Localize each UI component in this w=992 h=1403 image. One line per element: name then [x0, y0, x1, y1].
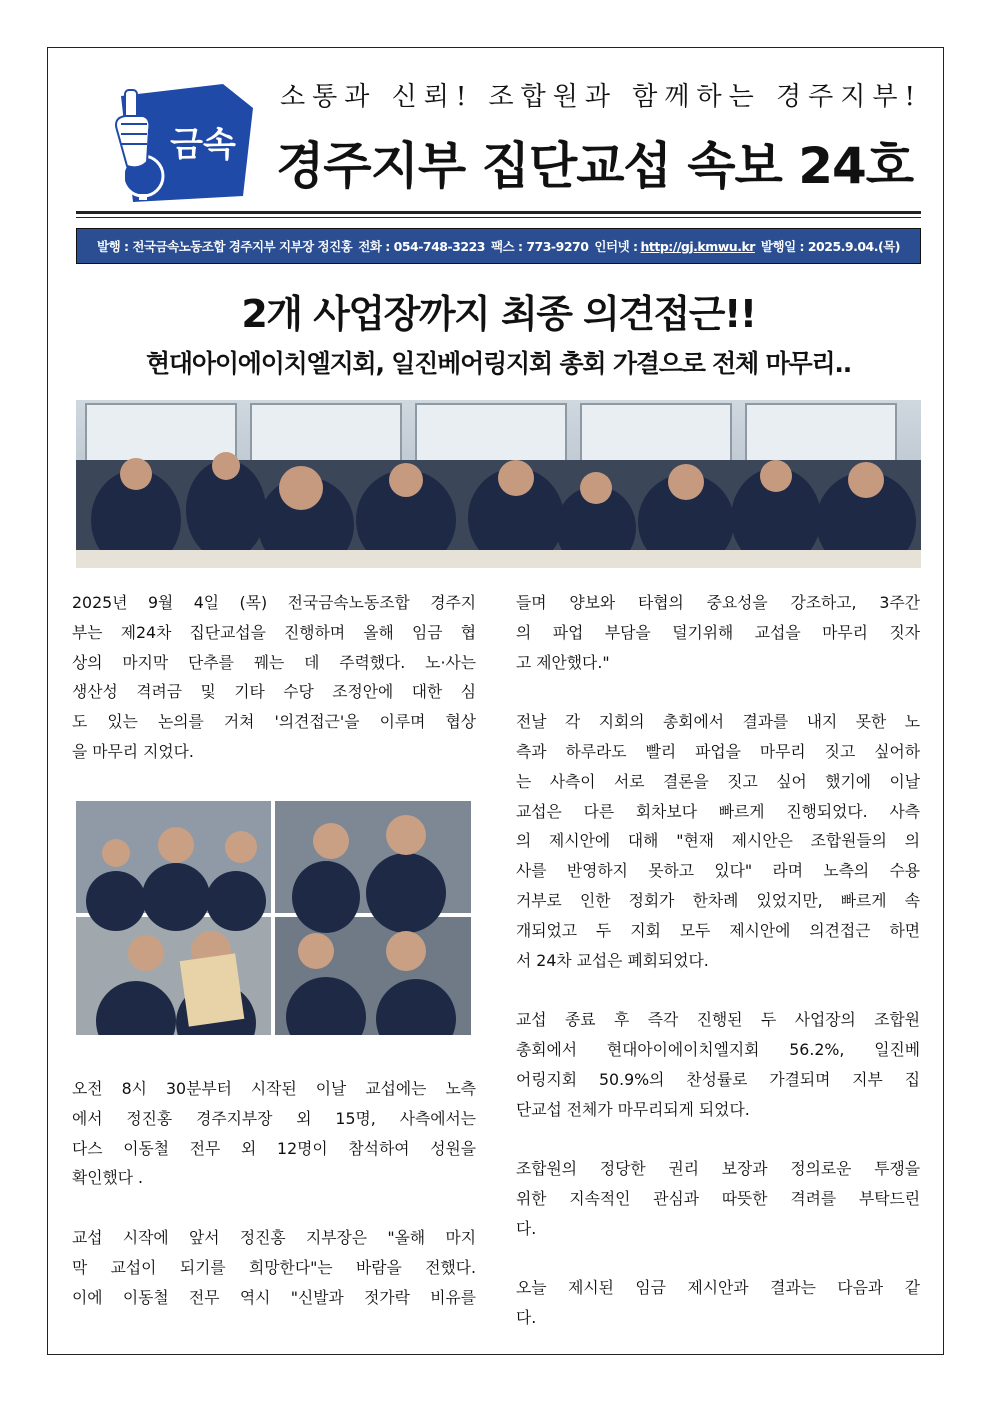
publisher-info-bar — [76, 228, 921, 264]
text-line: 위한 지속적인 관심과 따뜻한 격려를 부탁드린 — [516, 1188, 920, 1208]
text-line: 에서 정진홍 경주지부장 외 15명, 사측에서는 — [72, 1108, 476, 1128]
text-line: 개되었고 두 지회 모두 제시안에 의견접근 하면 — [516, 920, 920, 940]
meeting-photo-wide — [76, 400, 921, 568]
publisher-text: 발행 : 전국금속노동조합 경주지부 지부장 정진홍 — [97, 239, 353, 254]
text-line: 다. — [516, 1218, 537, 1238]
text-line: 확인했다 . — [72, 1168, 144, 1188]
text-line: 교섭 종료 후 즉각 진행된 두 사업장의 조합원 — [516, 1010, 920, 1030]
text-line: 측과 하루라도 빨리 파업을 마무리 짓고 싶어하 — [516, 741, 920, 761]
website-link[interactable]: http://gj.kmwu.kr — [640, 238, 755, 254]
text-line: 총회에서 현대아이에이치엘지회 56.2%, 일진베 — [516, 1039, 920, 1059]
text-line: 을 마무리 지었다. — [72, 741, 194, 761]
paragraph-2 — [72, 1074, 476, 1193]
subheadline: 현대아이에이치엘지회, 일진베어링지회 총회 가결으로 전체 마무리.. — [145, 349, 851, 378]
paragraph-7 — [516, 1154, 920, 1243]
text-line: 서 24차 교섭은 폐회되었다. — [516, 950, 709, 970]
text-line: 조합원의 정당한 권리 보장과 정의로운 투쟁을 — [516, 1159, 920, 1179]
paragraph-8 — [516, 1273, 920, 1333]
text-line: 막 교섭이 되기를 희망한다"는 바람을 전했다. — [72, 1257, 476, 1277]
text-line: 다. — [516, 1308, 537, 1328]
text-line: 2025년 9월 4일 (목) 전국금속노동조합 경주지 — [72, 593, 476, 612]
divider-thin — [76, 217, 921, 218]
text-line: 들며 양보와 타협의 중요성을 강조하고, 3주간 — [516, 593, 920, 612]
text-line: 도 있는 논의를 거쳐 '의견접근'을 이루며 협상 — [72, 712, 476, 732]
paragraph-1 — [72, 588, 476, 767]
text-line: 오전 8시 30분부터 시작된 이날 교섭에는 노측 — [72, 1079, 476, 1098]
meeting-photo-collage — [76, 801, 471, 1035]
internet-label: 인터넷 : — [594, 239, 638, 254]
publish-date: 발행일 : 2025.9.04.(목) — [760, 239, 900, 254]
text-line: 상의 마지막 단추를 꿰는 데 주력했다. 노·사는 — [72, 652, 476, 672]
text-line: 의 파업 부담을 덜기위해 교섭을 마무리 짓자 — [516, 622, 920, 642]
fax-text: 팩스 : 773-9270 — [490, 239, 589, 254]
slogan: 소통과 신뢰! 조합원과 함께하는 경주지부! — [280, 82, 922, 112]
text-line: 거부로 인한 정회가 한차례 있었지만, 빠르게 속 — [516, 890, 920, 910]
text-line: 의 제시안에 대해 "현재 제시안은 조합원들의 의 — [516, 831, 920, 851]
text-line: 사를 반영하지 못하고 있다" 라며 노측의 수용 — [516, 861, 920, 881]
text-line: 교섭 시작에 앞서 정진홍 지부장은 "올해 마지 — [72, 1227, 476, 1247]
text-line: 부는 제24차 집단교섭을 진행하며 올해 임금 협 — [72, 622, 476, 642]
text-line: 는 사측이 서로 결론을 짓고 싶어 했기에 이날 — [516, 771, 920, 791]
logo-text: 금속 — [170, 125, 236, 165]
article-left-column-lower — [72, 1074, 476, 1342]
union-logo-icon — [103, 78, 261, 206]
text-line: 전날 각 지회의 총회에서 결과를 내지 못한 노 — [516, 712, 920, 732]
text-line: 단교섭 전체가 마무리되게 되었다. — [516, 1099, 750, 1119]
headline: 2개 사업장까지 최종 의견접근!! — [241, 292, 756, 336]
text-line: 생산성 격려금 및 기타 수당 조정안에 대한 심 — [72, 682, 476, 702]
text-line: 다스 이동철 전무 외 12명이 참석하여 성원을 — [72, 1138, 476, 1158]
newsletter-title: 경주지부 집단교섭 속보 24호 — [276, 137, 914, 195]
text-line: 이에 이동철 전무 역시 "신발과 젓가락 비유를 — [72, 1287, 476, 1307]
text-line: 오늘 제시된 임금 제시안과 결과는 다음과 같 — [516, 1278, 920, 1298]
text-line: 교섭은 다른 회차보다 빠르게 진행되었다. 사측 — [516, 801, 920, 821]
article-left-column — [72, 588, 476, 797]
paragraph-4 — [516, 588, 920, 677]
phone-text: 전화 : 054-748-3223 — [358, 239, 485, 254]
divider-thick — [76, 211, 921, 214]
paragraph-3 — [72, 1223, 476, 1312]
text-line: 고 제안했다." — [516, 652, 610, 672]
article-right-column — [516, 588, 920, 1363]
paragraph-6 — [516, 1005, 920, 1124]
paragraph-5 — [516, 707, 920, 975]
text-line: 어링지회 50.9%의 찬성률로 가결되며 지부 집 — [516, 1069, 920, 1089]
